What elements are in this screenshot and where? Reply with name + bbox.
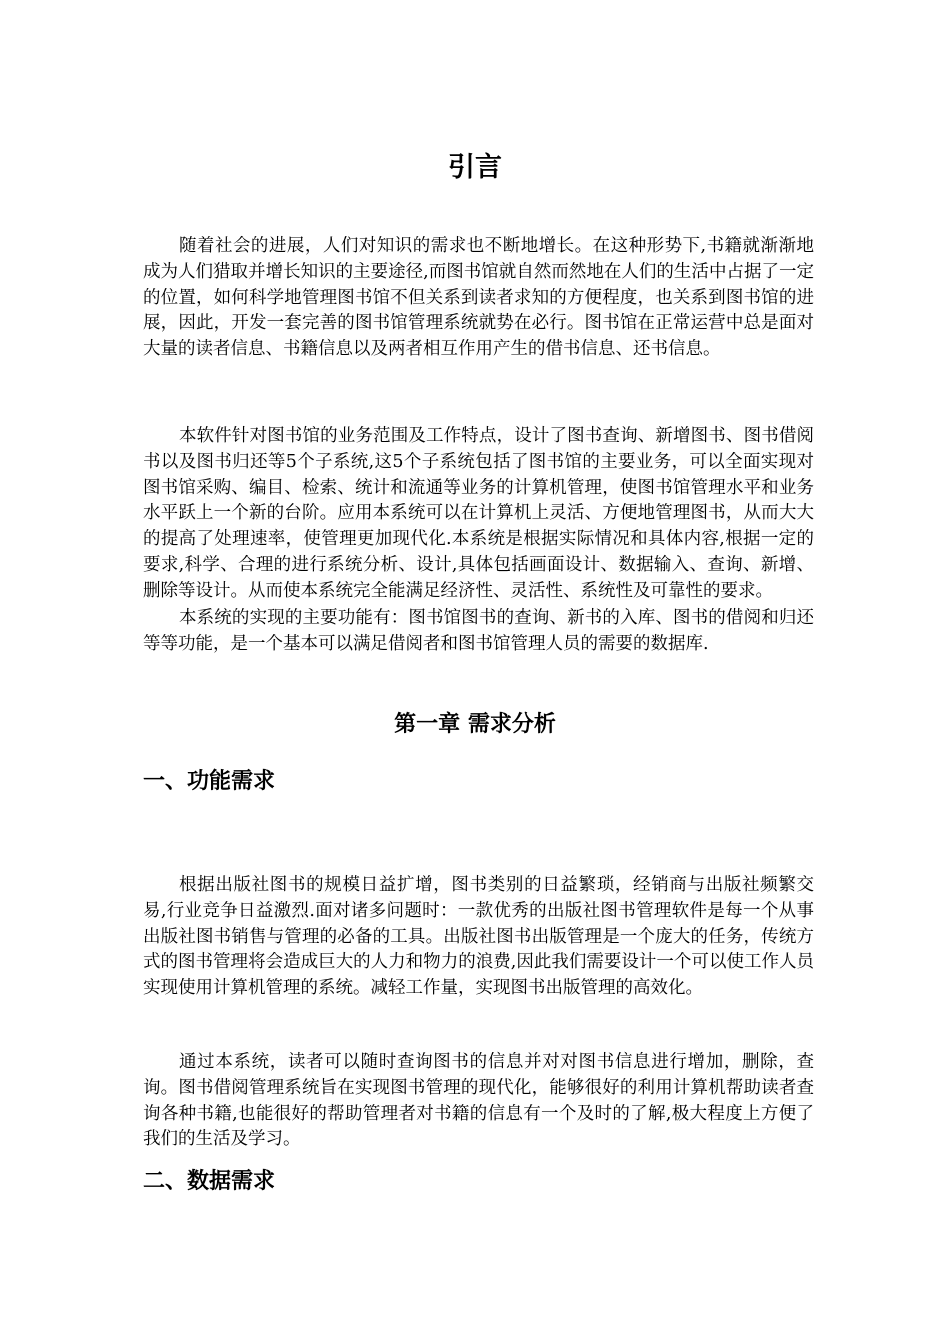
intro-paragraph-2: 本软件针对图书馆的业务范围及工作特点，设计了图书查询、新增图书、图书借阅书以及图书归还等5个子系统,这5个子系统包括了图书馆的主要业务，可以全面实现对图书馆采购、编目、检索、统计和流通等业务的计算机管理，使图书馆管理水平和业务水平跃上一个新的台阶。应用本系统可以在计算机上灵活、方便地管理图书，从而大大的提高了处理速率，使管理更加现代化.本系统是根据实际情况和具体内容,根据一定的要求,科学、合理的进行系统分析、设计,具体包括画面设计、数据输入、查询、新增、删除等设计。从而使本系统完全能满足经济性、灵活性、系统性及可靠性的要求。	[143, 426, 814, 601]
chapter-title: 第一章 需求分析	[394, 712, 556, 737]
page-title: 引言	[448, 152, 502, 183]
functional-paragraph-1: 根据出版社图书的规模日益扩增，图书类别的日益繁琐，经销商与出版社频繁交易,行业竞争日益激烈.面对诸多问题时：一款优秀的出版社图书管理软件是每一个从事出版社图书销售与管理的必备的工具。出版社图书出版管理是一个庞大的任务，传统方式的图书管理将会造成巨大的人力和物力的浪费,因此我们需要设计一个可以使工作人员实现使用计算机管理的系统。减轻工作量，实现图书出版管理的高效化。	[143, 875, 814, 999]
section-heading-data-requirements: 二、数据需求	[143, 1169, 276, 1194]
intro-paragraph-3: 本系统的实现的主要功能有：图书馆图书的查询、新书的入库、图书的借阅和归还等等功能，是一个基本可以满足借阅者和图书馆管理人员的需要的数据库.	[143, 608, 814, 654]
intro-paragraph-1: 随着社会的进展，人们对知识的需求也不断地增长。在这种形势下,书籍就渐渐地成为人们猎取并增长知识的主要途径,而图书馆就自然而然地在人们的生活中占据了一定的位置，如何科学地管理图书馆不但关系到读者求知的方便程度，也关系到图书馆的进展，因此，开发一套完善的图书馆管理系统就势在必行。图书馆在正常运营中总是面对大量的读者信息、书籍信息以及两者相互作用产生的借书信息、还书信息。	[143, 236, 814, 360]
functional-paragraph-2: 通过本系统，读者可以随时查询图书的信息并对对图书信息进行增加，删除，查询。图书借阅管理系统旨在实现图书管理的现代化，能够很好的利用计算机帮助读者查询各种书籍,也能很好的帮助管理者对书籍的信息有一个及时的了解,极大程度上方便了我们的生活及学习。	[143, 1052, 814, 1150]
section-heading-functional-requirements: 一、功能需求	[143, 769, 276, 794]
